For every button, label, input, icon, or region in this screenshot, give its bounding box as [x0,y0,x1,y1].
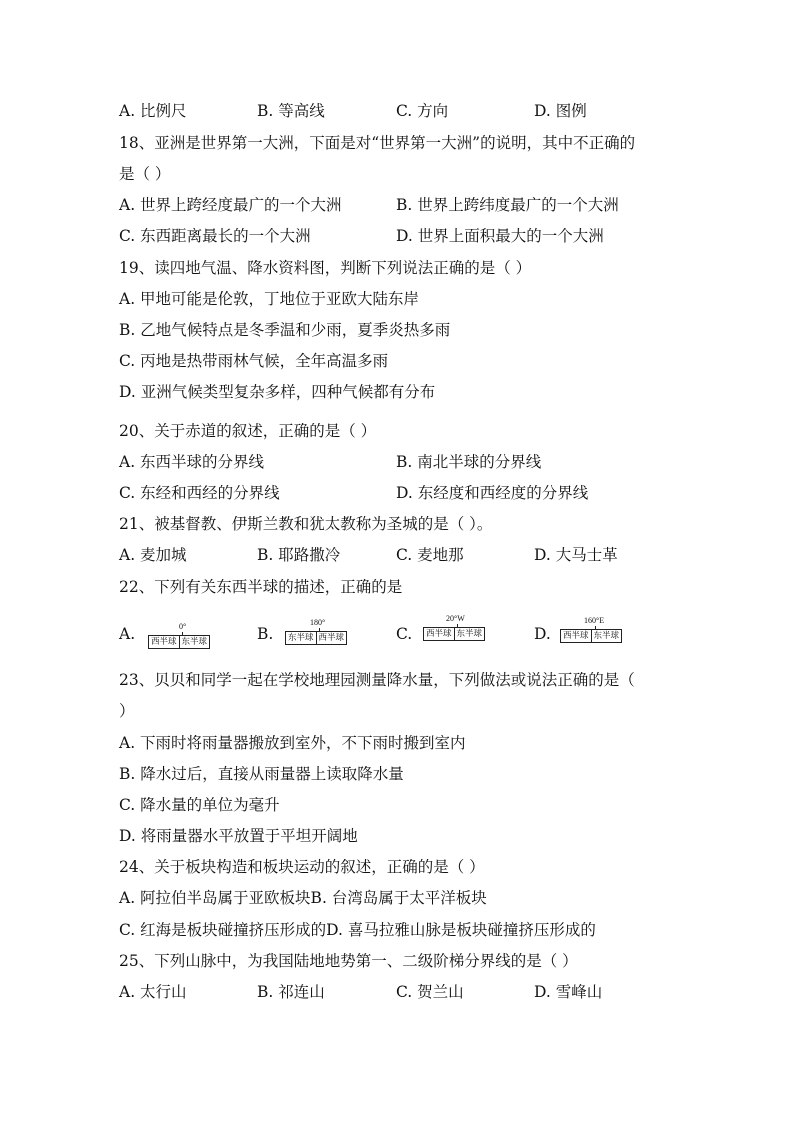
q22-option-b-letter: B. [257,625,274,643]
q21-option-d: D. 大马士革 [534,546,618,564]
q21-stem: 21、被基督教、伊斯兰教和犹太教称为圣城的是（ ）。 [119,515,493,533]
q22-option-c-letter: C. [396,625,413,643]
q23-option-c: C. 降水量的单位为毫升 [119,796,280,814]
q19-option-d: D. 亚洲气候类型复杂多样，四种气候都有分布 [119,383,436,401]
q20-stem: 20、关于赤道的叙述，正确的是（ ） [119,422,377,440]
q21-option-b: B. 耶路撒冷 [257,546,341,564]
meridian-label: 0° [179,622,187,631]
q19-stem: 19、读四地气温、降水资料图，判断下列说法正确的是（ ） [119,259,532,277]
right-hemisphere-label: 东半球 [179,636,210,648]
q18-option-a: A. 世界上跨经度最广的一个大洲 [119,196,342,214]
hemisphere-box [423,627,485,641]
q24-options-line1: A. 阿拉伯半岛属于亚欧板块B. 台湾岛属于太平洋板块 [119,889,487,907]
q19-option-a: A. 甲地可能是伦敦，丁地位于亚欧大陆东岸 [119,290,420,308]
q23-option-a: A. 下雨时将雨量器搬放到室外，不下雨时搬到室内 [119,734,466,752]
q20-option-b: B. 南北半球的分界线 [396,453,542,471]
q25-option-a: A. 太行山 [119,983,187,1001]
q22-option-b-diagram [284,618,364,648]
hemisphere-box [148,635,210,649]
right-hemisphere-label: 东半球 [591,630,622,642]
q22-option-a-diagram [146,622,226,652]
left-hemisphere-label: 东半球 [288,633,314,643]
left-hemisphere-label: 西半球 [151,637,177,647]
meridian-label: 180° [310,618,326,627]
q22-stem: 22、下列有关东西半球的描述，正确的是 [119,578,403,596]
q18-stem-line1: 18、亚洲是世界第一大洲，下面是对“世界第一大洲”的说明，其中不正确的 [119,134,636,152]
q23-option-b: B. 降水过后，直接从雨量器上读取降水量 [119,765,404,783]
q18-stem-line2: 是（ ） [119,165,171,183]
q18-option-d: D. 世界上面积最大的一个大洲 [396,227,604,245]
q20-option-c: C. 东经和西经的分界线 [119,484,280,502]
q24-options-line2: C. 红海是板块碰撞挤压形成的D. 喜马拉雅山脉是板块碰撞挤压形成的 [119,921,596,939]
right-hemisphere-label: 东半球 [454,628,485,640]
q25-stem: 25、下列山脉中，为我国陆地地势第一、二级阶梯分界线的是（ ） [119,952,578,970]
q18-option-b: B. 世界上跨纬度最广的一个大洲 [396,196,619,214]
q22-option-d-letter: D. [534,625,551,643]
q22-option-a-letter: A. [119,625,136,643]
q17-option-d: D. 图例 [534,102,587,120]
q17-option-c: C. 方向 [396,102,449,120]
hemisphere-box [285,631,347,645]
q17-option-b: B. 等高线 [257,102,325,120]
q19-option-b: B. 乙地气候特点是冬季温和少雨，夏季炎热多雨 [119,321,451,339]
q25-option-b: B. 祁连山 [257,983,325,1001]
q25-option-d: D. 雪峰山 [534,983,603,1001]
q24-stem: 24、关于板块构造和板块运动的叙述，正确的是（ ） [119,858,485,876]
q20-option-a: A. 东西半球的分界线 [119,453,265,471]
q21-option-a: A. 麦加城 [119,546,187,564]
q23-option-d: D. 将雨量器水平放置于平坦开阔地 [119,827,358,845]
q17-option-a: A. 比例尺 [119,102,187,120]
right-hemisphere-label: 西半球 [316,632,347,644]
q21-option-c: C. 麦地那 [396,546,464,564]
q22-option-d-diagram [560,616,640,646]
q23-stem-line1: 23、贝贝和同学一起在学校地理园测量降水量，下列做法或说法正确的是（ [119,671,635,689]
hemisphere-box [560,629,622,643]
q25-option-c: C. 贺兰山 [396,983,464,1001]
left-hemisphere-label: 西半球 [563,631,589,641]
meridian-label: 160°E [584,616,605,625]
q23-stem-line2: ） [119,702,135,720]
q18-option-c: C. 东西距离最长的一个大洲 [119,227,311,245]
meridian-label: 20°W [446,614,465,623]
q20-option-d: D. 东经度和西经度的分界线 [396,484,589,502]
q19-option-c: C. 丙地是热带雨林气候，全年高温多雨 [119,352,389,370]
left-hemisphere-label: 西半球 [426,629,452,639]
q22-option-c-diagram [422,614,502,644]
